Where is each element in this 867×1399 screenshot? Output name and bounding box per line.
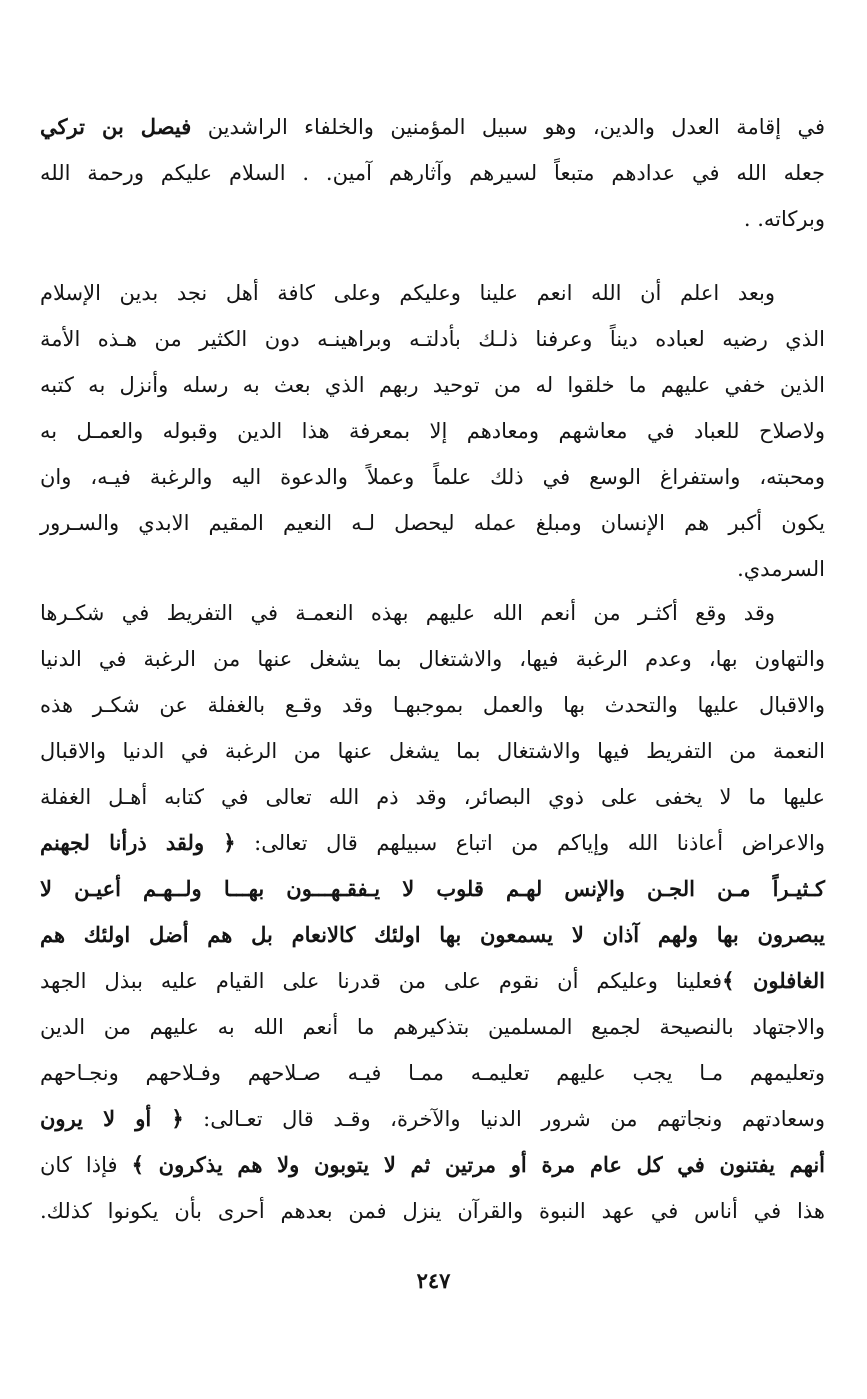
text-span: والاعراض أعاذنا الله وإياكم من اتباع سبيلهم قال تعالى: bbox=[254, 831, 825, 855]
paragraph-3-line-3: والاقبال عليها والتحدث بها والعمل بموجبهـا وقد وقـع بالغفلة عن شكـر هذه bbox=[40, 693, 825, 717]
text-span: في إقامة العدل والدين، وهو سبيل المؤمنين والخلفاء الراشدين bbox=[207, 115, 825, 139]
paragraph-3-line-13 bbox=[40, 1142, 825, 1188]
paragraph-3-line-12 bbox=[40, 1096, 825, 1142]
paragraph-1-line-3: وبركاته. . bbox=[743, 207, 825, 231]
paragraph-1-line-2 bbox=[40, 150, 825, 196]
paragraph-3-line-7 bbox=[40, 866, 825, 912]
bold-name: فيصل بن تركي bbox=[40, 114, 192, 139]
text-span: م متبعاً لسيرهم وآثارهم آمين. . السلام عليكم ورحمة الله bbox=[40, 161, 626, 185]
quran-quote: ﴿ ولقد ذرأنا لجهنم bbox=[40, 830, 236, 855]
paragraph-1-line-1 bbox=[40, 104, 825, 150]
paragraph-3-line-2: والتهاون بها، وعدم الرغبة فيها، والاشتغال بما يشغل عنها من الرغبة في الدنيا bbox=[40, 647, 825, 671]
paragraph-2-line-6: يكون أكبر هم الإنسان ومبلغ عمله ليحصل لـه النعيم المقيم الابدي والسـرور bbox=[40, 511, 825, 535]
paragraph-3-line-9 bbox=[40, 958, 825, 1004]
paragraph-3-line-4: النعمة من التفريط فيها والاشتغال بما يشغل عنها من الرغبة في الدنيا والاقبال bbox=[40, 739, 825, 763]
quran-quote: أنهم يفتنون في كل عام مرة أو مرتين ثم لا يتوبون ولا هم يذكرون ﴾ bbox=[131, 1152, 825, 1177]
paragraph-2-line-5: ومحبته، واستفراغ الوسع في ذلك علماً وعملاً والدعوة اليه والرغبة فيـه، وان bbox=[40, 465, 825, 489]
paragraph-2-line-2: الذي رضيه لعباده ديناً وعرفنا ذلـك بأدلتـه وبراهينـه دون الكثير من هـذه الأمة bbox=[40, 327, 825, 351]
quran-quote: كـثيـراً مـن الجـن والإنس لهـم قلوب لا يـفقـهـــون بهـــا ولــهـم أعيـن لا bbox=[40, 876, 825, 901]
paragraph-2-line-3: الذين خفي عليهم ما خلقوا له من توحيد ربهم الذي بعث به رسله وأنزل به كتبه bbox=[40, 373, 825, 397]
quran-quote: ﴿ أو لا يرون bbox=[40, 1106, 184, 1131]
text-span: جعله الله في عداده bbox=[625, 161, 825, 185]
paragraph-3-line-1: وقد وقع أكثـر من أنعم الله عليهم بهذه النعمـة في التفريط في شكـرها bbox=[40, 601, 775, 625]
text-span: فإذا كان bbox=[40, 1153, 118, 1177]
paragraph-3-line-6 bbox=[40, 820, 825, 866]
paragraph-3-line-5: عليها ما لا يخفى على ذوي البصائر، وقد ذم الله تعالى في كتابه أهـل الغفلة bbox=[40, 785, 825, 809]
page-number: ٢٤٧ bbox=[416, 1268, 451, 1293]
paragraph-2-line-4: ولاصلاح للعباد في معاشهم ومعادهم إلا بمعرفة هذا الدين وقبوله والعمـل به bbox=[40, 419, 825, 443]
quran-quote: يبصرون بها ولهم آذان لا يسمعون بها اولئك كالانعام بل هم أضل اولئك هم bbox=[40, 922, 825, 947]
quran-quote: الغافلون ﴾ bbox=[722, 968, 825, 993]
paragraph-3-line-11: وتعليمهم مـا يجب عليهم تعليمـه ممـا فيـه صـلاحهم وفـلاحهم ونجـاحهم bbox=[40, 1061, 825, 1085]
paragraph-3-line-10: والاجتهاد بالنصيحة لجميع المسلمين بتذكيرهم ما أنعم الله به عليهم من الدين bbox=[40, 1015, 825, 1039]
text-span: فعلينا وعليكم أن نقوم على من قدرنا على القيام عليه ببذل الجهد bbox=[40, 969, 723, 993]
paragraph-2-line-1: وبعد اعلم أن الله انعم علينا وعليكم وعلى كافة أهل نجد بدين الإسلام bbox=[40, 281, 775, 305]
paragraph-3-line-14: هذا في أناس في عهد النبوة والقرآن ينزل فمن بعدهم أحرى بأن يكونوا كذلك. bbox=[40, 1199, 825, 1223]
paragraph-2-line-7: السرمدي. bbox=[737, 557, 825, 581]
text-span: وسعادتهم ونجاتهم من شرور الدنيا والآخرة، وقـد قال تعـالى: bbox=[203, 1107, 826, 1131]
paragraph-3-line-8 bbox=[40, 912, 825, 958]
